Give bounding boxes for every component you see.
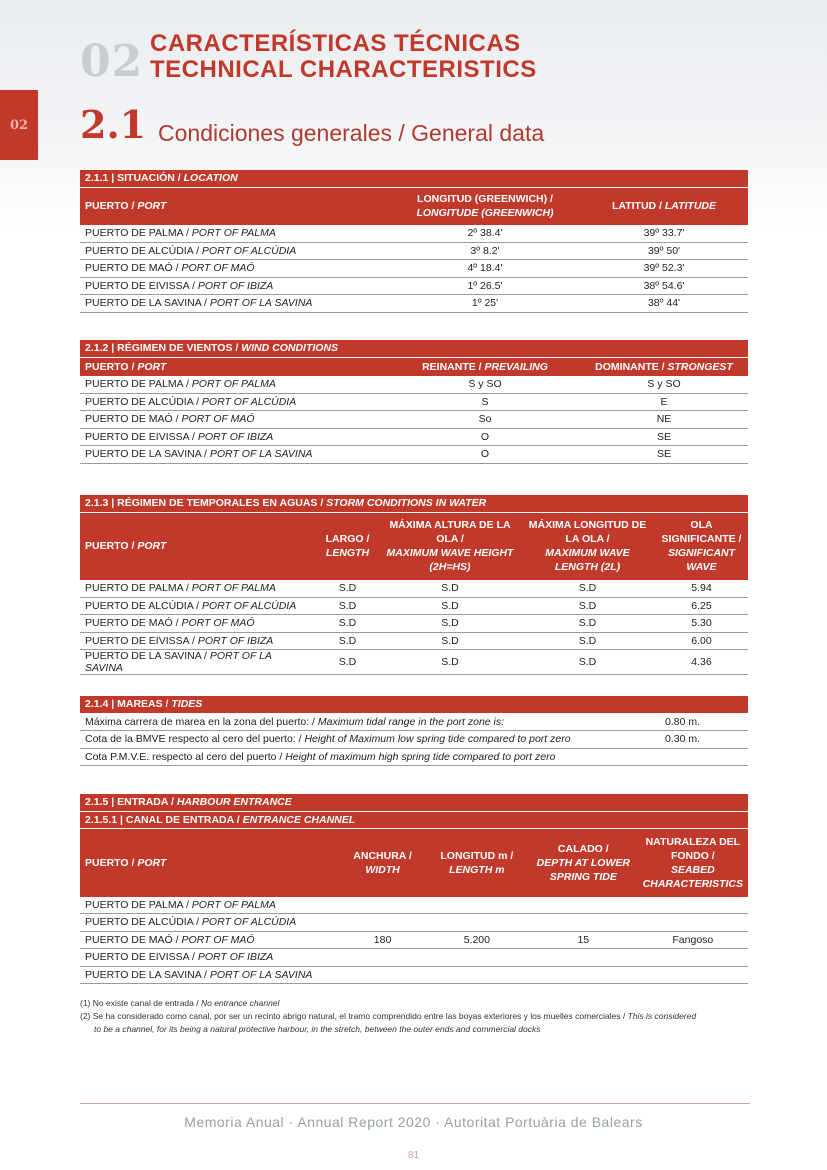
length-value: S.D	[315, 580, 380, 597]
location-table	[80, 170, 748, 313]
storm-table	[80, 495, 748, 675]
max-height-value: S.D	[380, 632, 520, 650]
table-row	[80, 428, 748, 446]
wind-col-port: PUERTO / PORT	[80, 357, 390, 376]
width-value: 180	[340, 931, 425, 949]
footnotes	[80, 997, 750, 1036]
significant-value: 5.94	[655, 580, 748, 597]
entrance-col-depth: CALADO / DEPTH AT LOWER SPRING TIDE	[529, 829, 638, 897]
entrance-col-port: PUERTO / PORT	[80, 829, 340, 897]
footnote: (2) Se ha considerado como canal, por ser un recinto abrigo natural, el tramo comprendido entre las boyas exteriores y los muelles comerciales / This is considered	[80, 1011, 697, 1021]
table-row	[80, 914, 748, 932]
footnote: (1) No existe canal de entrada / No entrance channel	[80, 998, 280, 1008]
prevailing-value: S y SO	[390, 376, 580, 393]
length-value: S.D	[315, 597, 380, 615]
port-name: PUERTO DE EIVISSA / PORT OF IBIZA	[80, 277, 390, 295]
strongest-value: E	[580, 393, 748, 411]
longitude-value: 2º 38.4'	[390, 225, 580, 242]
location-col-longitude: LONGITUD (GREENWICH) / LONGITUDE (GREENWICH)	[390, 187, 580, 225]
port-name: PUERTO DE LA SAVINA / PORT OF LA SAVINA	[80, 650, 315, 675]
table-row	[80, 966, 748, 984]
latitude-value: 39º 50'	[580, 242, 748, 260]
table-row	[80, 632, 748, 650]
max-height-value: S.D	[380, 597, 520, 615]
max-length-value: S.D	[520, 615, 655, 633]
prevailing-value: S	[390, 393, 580, 411]
table-row	[80, 242, 748, 260]
tide-title: 2.1.4 | MAREAS / TIDES	[80, 696, 748, 713]
width-value	[340, 949, 425, 967]
significant-value: 6.25	[655, 597, 748, 615]
wind-table	[80, 340, 748, 464]
tide-table	[80, 696, 748, 766]
length-value: S.D	[315, 650, 380, 675]
longitude-value: 4º 18.4'	[390, 260, 580, 278]
tide-value: 0.30 m.	[647, 731, 748, 749]
table-row	[80, 446, 748, 464]
side-tab	[0, 90, 38, 160]
port-name: PUERTO DE ALCÚDIA / PORT OF ALCÚDIA	[80, 914, 340, 932]
wind-col-prevailing: REINANTE / PREVAILING	[390, 357, 580, 376]
tide-value: 0.80 m.	[647, 713, 748, 731]
table-row	[80, 748, 748, 766]
table-row	[80, 897, 748, 914]
depth-value	[529, 949, 638, 967]
max-length-value: S.D	[520, 580, 655, 597]
port-name: PUERTO DE LA SAVINA / PORT OF LA SAVINA	[80, 295, 390, 313]
seabed-value	[638, 914, 748, 932]
width-value	[340, 914, 425, 932]
table-row	[80, 393, 748, 411]
chapter-number: 02	[80, 36, 144, 87]
length-value	[425, 966, 529, 984]
width-value	[340, 897, 425, 914]
entrance-title: 2.1.5 | ENTRADA / HARBOUR ENTRANCE	[80, 794, 748, 811]
section-title: Condiciones generales / General data	[158, 120, 545, 146]
latitude-value: 39º 33.7'	[580, 225, 748, 242]
seabed-value	[638, 966, 748, 984]
strongest-value: S y SO	[580, 376, 748, 393]
strongest-value: SE	[580, 428, 748, 446]
side-tab-label: 02	[10, 118, 29, 133]
port-name: PUERTO DE MAÓ / PORT OF MAÓ	[80, 411, 390, 429]
port-name: Cota de la BMVE respecto al cero del puerto: / Height of Maximum low spring tide compared to port zero	[80, 731, 647, 749]
latitude-value: 38º 44'	[580, 295, 748, 313]
entrance-col-width: ANCHURA / WIDTH	[340, 829, 425, 897]
seabed-value	[638, 949, 748, 967]
max-length-value: S.D	[520, 632, 655, 650]
port-name: PUERTO DE ALCÚDIA / PORT OF ALCÚDIA	[80, 597, 315, 615]
length-value: 5.200	[425, 931, 529, 949]
table-row	[80, 615, 748, 633]
entrance-subtitle: 2.1.5.1 | CANAL DE ENTRADA / ENTRANCE CHANNEL	[80, 811, 748, 829]
depth-value	[529, 966, 638, 984]
storm-title: 2.1.3 | RÉGIMEN DE TEMPORALES EN AGUAS / STORM CONDITIONS IN WATER	[80, 495, 748, 512]
prevailing-value: O	[390, 428, 580, 446]
table-row	[80, 650, 748, 675]
length-value	[425, 914, 529, 932]
port-name: PUERTO DE MAÓ / PORT OF MAÓ	[80, 260, 390, 278]
storm-col-max-length: MÁXIMA LONGITUD DE LA OLA / MAXIMUM WAVE LENGTH (2L)	[520, 512, 655, 580]
storm-col-significant: OLA SIGNIFICANTE / SIGNIFICANT WAVE	[655, 512, 748, 580]
port-name: PUERTO DE EIVISSA / PORT OF IBIZA	[80, 949, 340, 967]
max-length-value: S.D	[520, 597, 655, 615]
prevailing-value: O	[390, 446, 580, 464]
length-value: S.D	[315, 615, 380, 633]
page-number: 81	[407, 1150, 420, 1161]
storm-col-length: LARGO / LENGTH	[315, 512, 380, 580]
footer-text: Memoria Anual · Annual Report 2020 · Autoritat Portuària de Balears	[184, 1114, 643, 1130]
longitude-value: 1º 25'	[390, 295, 580, 313]
wind-title: 2.1.2 | RÉGIMEN DE VIENTOS / WIND CONDITIONS	[80, 340, 748, 357]
port-name: PUERTO DE PALMA / PORT OF PALMA	[80, 225, 390, 242]
entrance-col-length: LONGITUD m / LENGTH m	[425, 829, 529, 897]
location-title: 2.1.1 | SITUACIÓN / LOCATION	[80, 170, 748, 187]
wind-col-strongest: DOMINANTE / STRONGEST	[580, 357, 748, 376]
port-name: PUERTO DE PALMA / PORT OF PALMA	[80, 897, 340, 914]
max-height-value: S.D	[380, 615, 520, 633]
significant-value: 6.00	[655, 632, 748, 650]
port-name: PUERTO DE EIVISSA / PORT OF IBIZA	[80, 428, 390, 446]
longitude-value: 1º 26.5'	[390, 277, 580, 295]
latitude-value: 38º 54.6'	[580, 277, 748, 295]
chapter-title-en: TECHNICAL CHARACTERISTICS	[150, 56, 537, 83]
storm-col-port: PUERTO / PORT	[80, 512, 315, 580]
max-height-value: S.D	[380, 650, 520, 675]
depth-value	[529, 897, 638, 914]
table-row	[80, 731, 748, 749]
table-row	[80, 931, 748, 949]
table-row	[80, 376, 748, 393]
prevailing-value: So	[390, 411, 580, 429]
length-value: S.D	[315, 632, 380, 650]
significant-value: 5.30	[655, 615, 748, 633]
port-name: Máxima carrera de marea en la zona del puerto: / Maximum tidal range in the port zone is:	[80, 713, 647, 731]
table-row	[80, 295, 748, 313]
table-row	[80, 580, 748, 597]
seabed-value: Fangoso	[638, 931, 748, 949]
table-row	[80, 277, 748, 295]
port-name: PUERTO DE ALCÚDIA / PORT OF ALCÚDIA	[80, 393, 390, 411]
port-name: PUERTO DE ALCÚDIA / PORT OF ALCÚDIA	[80, 242, 390, 260]
port-name: PUERTO DE LA SAVINA / PORT OF LA SAVINA	[80, 446, 390, 464]
depth-value: 15	[529, 931, 638, 949]
port-name: PUERTO DE LA SAVINA / PORT OF LA SAVINA	[80, 966, 340, 984]
table-row	[80, 713, 748, 731]
port-name: Cota P.M.V.E. respecto al cero del puerto / Height of maximum high spring tide compared to port zero	[80, 748, 647, 766]
storm-col-max-height: MÁXIMA ALTURA DE LA OLA / MAXIMUM WAVE HEIGHT (2H=HS)	[380, 512, 520, 580]
location-col-latitude: LATITUD / LATITUDE	[580, 187, 748, 225]
strongest-value: SE	[580, 446, 748, 464]
footer-divider	[80, 1103, 750, 1104]
table-row	[80, 597, 748, 615]
seabed-value	[638, 897, 748, 914]
location-col-port: PUERTO / PORT	[80, 187, 390, 225]
port-name: PUERTO DE PALMA / PORT OF PALMA	[80, 580, 315, 597]
port-name: PUERTO DE MAÓ / PORT OF MAÓ	[80, 615, 315, 633]
entrance-col-seabed: NATURALEZA DEL FONDO / SEABED CHARACTERISTICS	[638, 829, 748, 897]
table-row	[80, 260, 748, 278]
port-name: PUERTO DE MAÓ / PORT OF MAÓ	[80, 931, 340, 949]
max-length-value: S.D	[520, 650, 655, 675]
table-row	[80, 225, 748, 242]
tide-value	[647, 748, 748, 766]
significant-value: 4.36	[655, 650, 748, 675]
footnote: to be a channel, for its being a natural protective harbour, in the stretch, between the outer ends and commercial docks	[94, 1024, 541, 1034]
port-name: PUERTO DE PALMA / PORT OF PALMA	[80, 376, 390, 393]
max-height-value: S.D	[380, 580, 520, 597]
latitude-value: 39º 52.3'	[580, 260, 748, 278]
table-row	[80, 411, 748, 429]
depth-value	[529, 914, 638, 932]
entrance-table	[80, 794, 748, 984]
port-name: PUERTO DE EIVISSA / PORT OF IBIZA	[80, 632, 315, 650]
length-value	[425, 949, 529, 967]
width-value	[340, 966, 425, 984]
longitude-value: 3º 8.2'	[390, 242, 580, 260]
strongest-value: NE	[580, 411, 748, 429]
chapter-title-es: CARACTERÍSTICAS TÉCNICAS	[150, 30, 521, 57]
length-value	[425, 897, 529, 914]
section-number: 2.1	[80, 102, 147, 147]
table-row	[80, 949, 748, 967]
